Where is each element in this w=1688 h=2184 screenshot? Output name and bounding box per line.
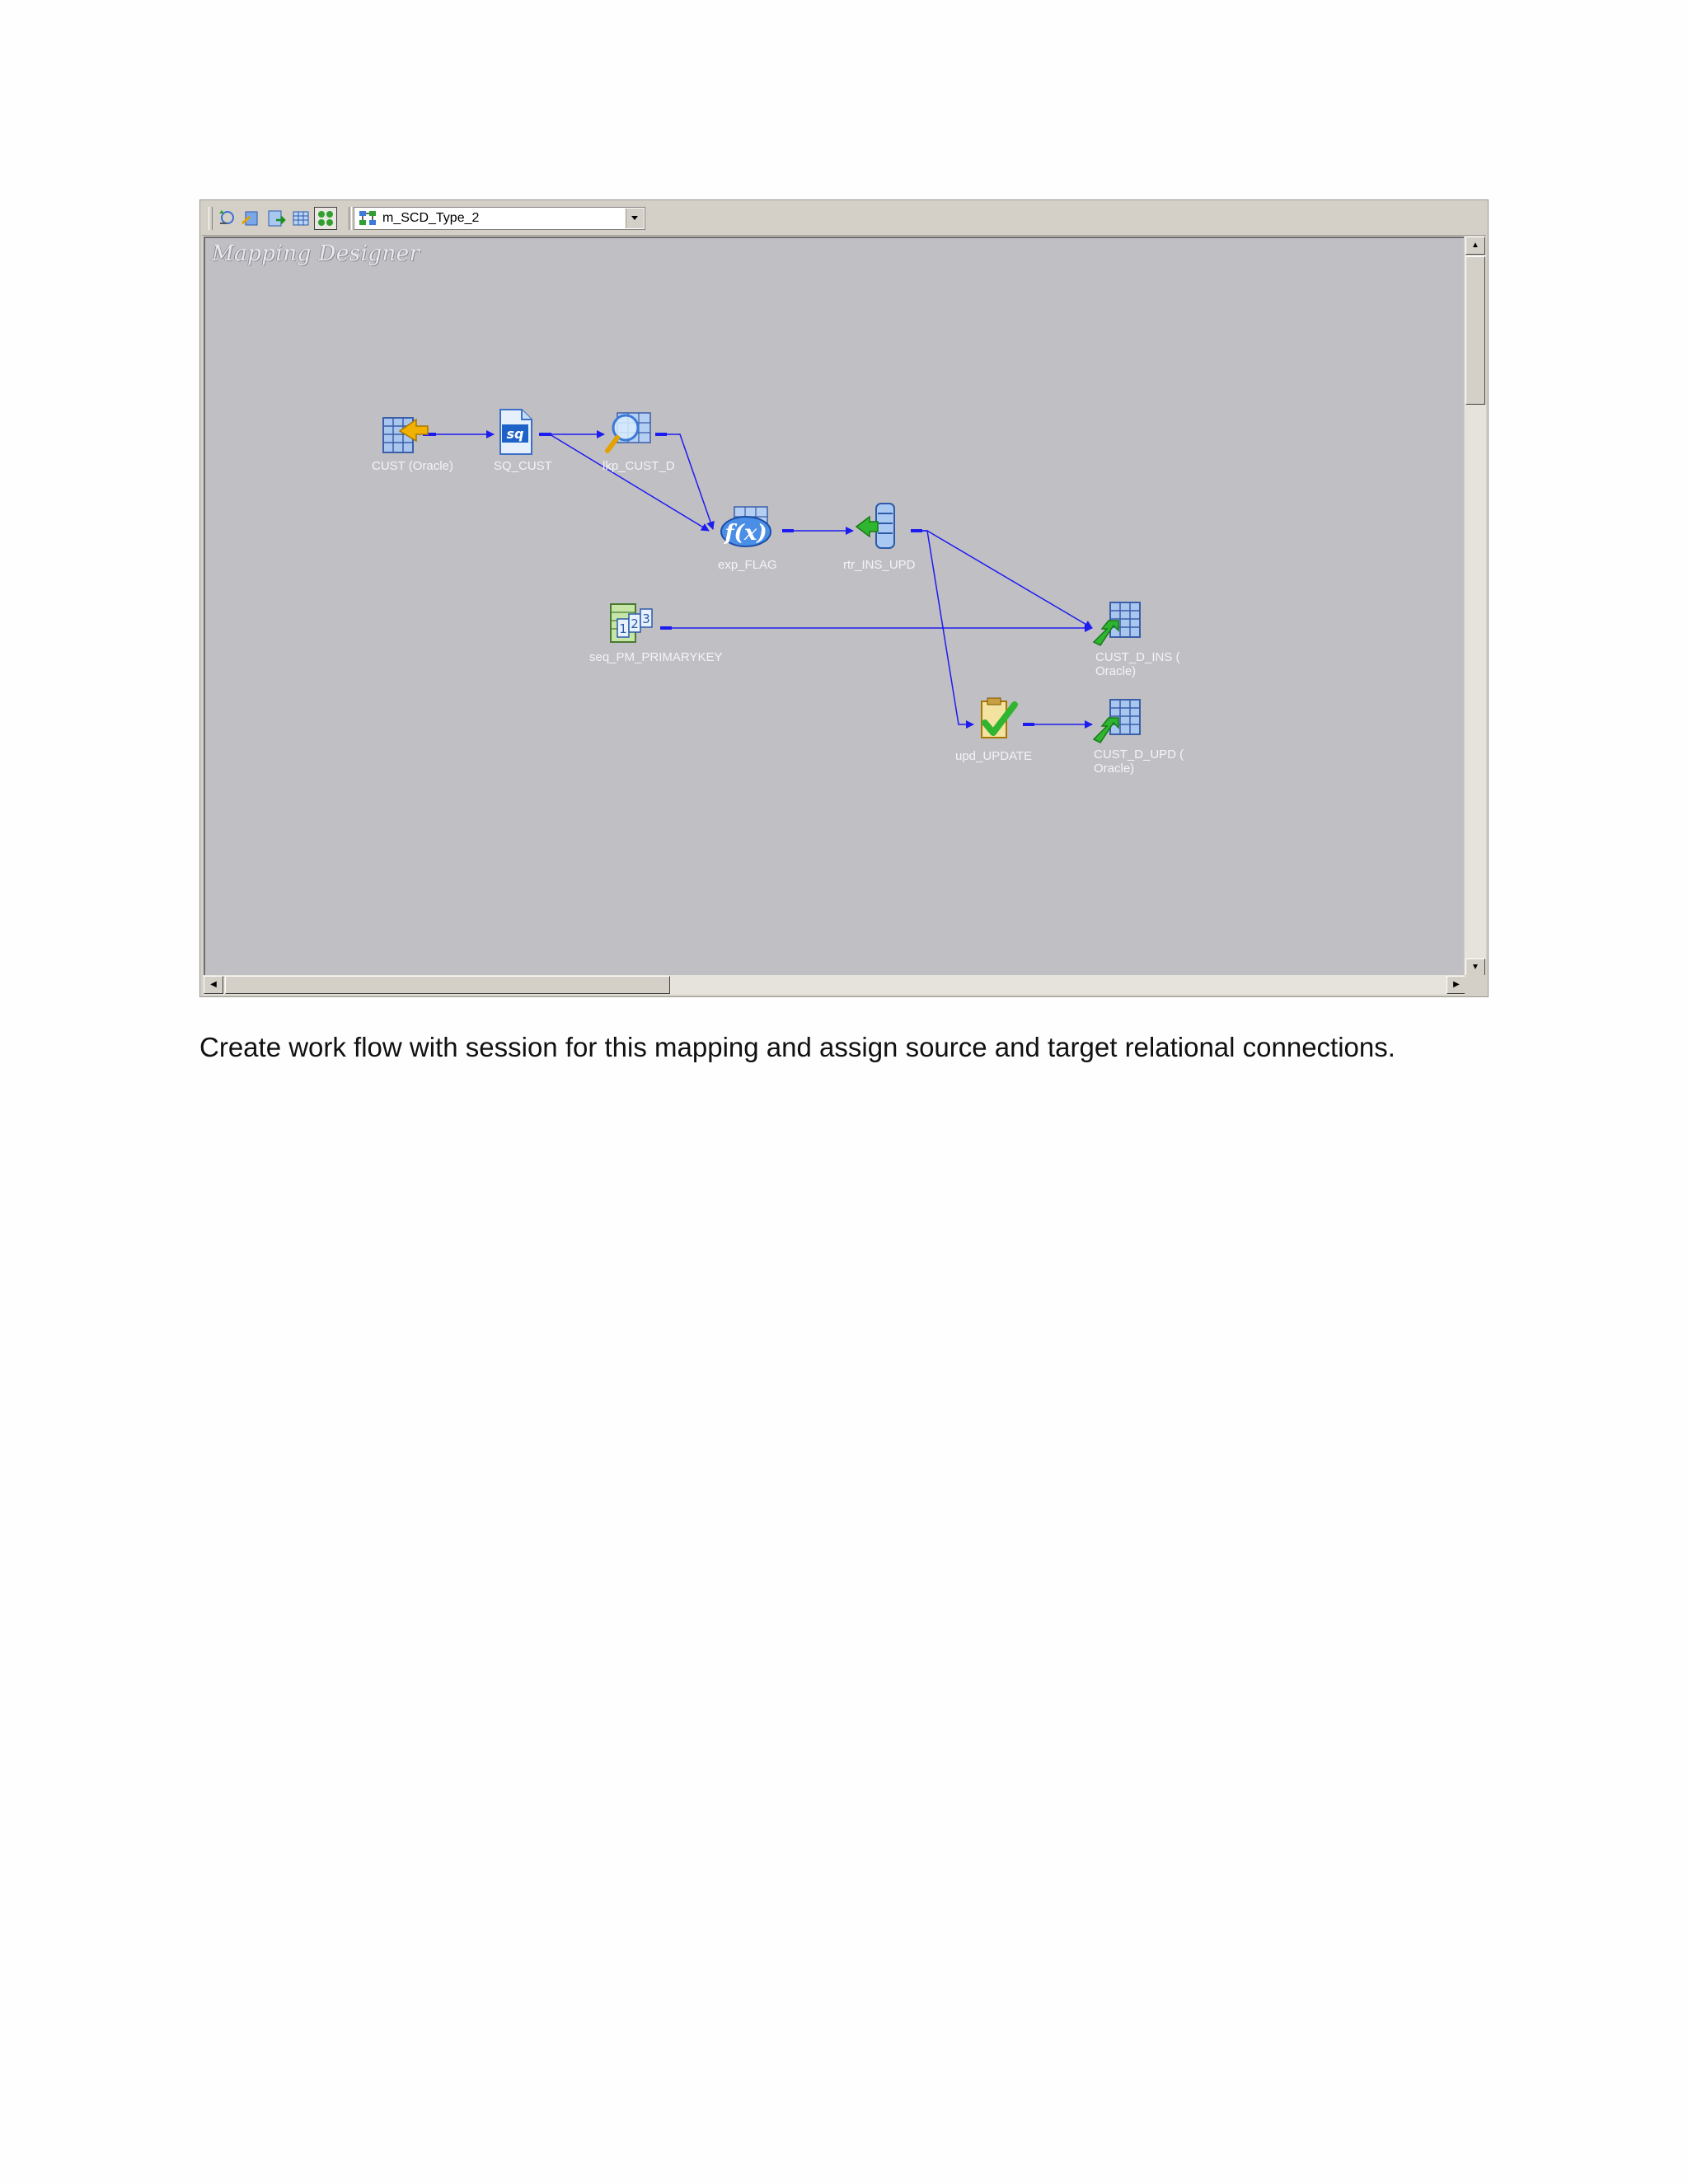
toolbar-separator bbox=[349, 207, 352, 230]
target-table-icon bbox=[1090, 695, 1145, 746]
transformation-exp[interactable] bbox=[716, 502, 790, 572]
mapping-select-value: m_SCD_Type_2 bbox=[382, 211, 480, 225]
transformation-seq[interactable] bbox=[589, 598, 723, 680]
transformation-lkp[interactable] bbox=[599, 406, 673, 472]
node-label: lkp_CUST_D bbox=[603, 459, 675, 473]
canvas-title: Mapping Designer bbox=[212, 241, 420, 266]
link-rtr-ins bbox=[922, 531, 1092, 628]
mapping-select[interactable] bbox=[354, 207, 645, 230]
instruction-text: Create work flow with session for this mapping and assign source and target relational connections. bbox=[199, 1032, 1395, 1062]
source-table-icon bbox=[378, 406, 431, 457]
transformation-rtr[interactable] bbox=[838, 499, 921, 572]
update-strategy-icon bbox=[973, 695, 1025, 746]
transformation-cust[interactable] bbox=[372, 406, 462, 472]
node-label: seq_PM_PRIMARYKEY bbox=[589, 650, 723, 664]
table-view-icon[interactable] bbox=[289, 207, 312, 230]
node-label: CUST_D_INS ( Oracle) bbox=[1095, 650, 1180, 678]
toolbar bbox=[202, 202, 1486, 236]
target-table-icon bbox=[1090, 598, 1145, 649]
mapping-select-dropdown-button[interactable] bbox=[626, 209, 644, 228]
mapping-select-icon bbox=[358, 209, 379, 228]
toolbar-grip[interactable] bbox=[209, 207, 213, 230]
link-lines bbox=[205, 238, 1466, 977]
arrange-icon[interactable] bbox=[215, 207, 238, 230]
router-icon bbox=[853, 499, 904, 551]
transformation-sq[interactable] bbox=[485, 406, 551, 472]
vertical-scrollbar[interactable] bbox=[1464, 237, 1486, 977]
horizontal-scroll-thumb[interactable] bbox=[225, 976, 670, 994]
node-label: SQ_CUST bbox=[494, 459, 552, 473]
svg-text:2: 2 bbox=[631, 616, 639, 631]
mapping-canvas[interactable] bbox=[204, 237, 1466, 977]
source-view-icon[interactable] bbox=[265, 207, 288, 230]
svg-text:sq: sq bbox=[506, 426, 524, 442]
sequence-generator-icon bbox=[606, 598, 659, 649]
node-label: upd_UPDATE bbox=[955, 749, 1033, 763]
transformation-updt[interactable] bbox=[1074, 695, 1184, 777]
expression-icon bbox=[716, 502, 774, 555]
scrollbar-corner bbox=[1465, 975, 1486, 995]
port-stub bbox=[423, 434, 1034, 724]
svg-text:1: 1 bbox=[619, 621, 627, 636]
mapping-designer-window bbox=[199, 199, 1489, 997]
scroll-right-button[interactable]: ▶ bbox=[1447, 976, 1466, 994]
node-label: rtr_INS_UPD bbox=[843, 558, 916, 572]
transformation-upd[interactable] bbox=[955, 695, 1046, 761]
horizontal-scrollbar[interactable] bbox=[204, 975, 1466, 995]
vertical-scroll-thumb[interactable] bbox=[1465, 256, 1485, 405]
svg-text:3: 3 bbox=[642, 612, 650, 626]
scroll-down-button[interactable]: ▼ bbox=[1465, 958, 1485, 977]
source-qualifier-icon bbox=[494, 406, 537, 457]
mapping-icon[interactable] bbox=[314, 207, 337, 230]
transformation-ins[interactable] bbox=[1074, 598, 1180, 680]
node-label: exp_FLAG bbox=[718, 558, 777, 572]
svg-text:f(x): f(x) bbox=[724, 521, 767, 546]
chevron-down-icon bbox=[626, 209, 643, 227]
node-label: CUST (Oracle) bbox=[372, 459, 453, 473]
lookup-icon bbox=[603, 406, 657, 457]
scroll-left-button[interactable]: ◀ bbox=[204, 976, 223, 994]
scroll-up-button[interactable]: ▲ bbox=[1465, 237, 1485, 255]
link-path-icon[interactable] bbox=[240, 207, 263, 230]
node-label: CUST_D_UPD ( Oracle) bbox=[1094, 748, 1184, 776]
